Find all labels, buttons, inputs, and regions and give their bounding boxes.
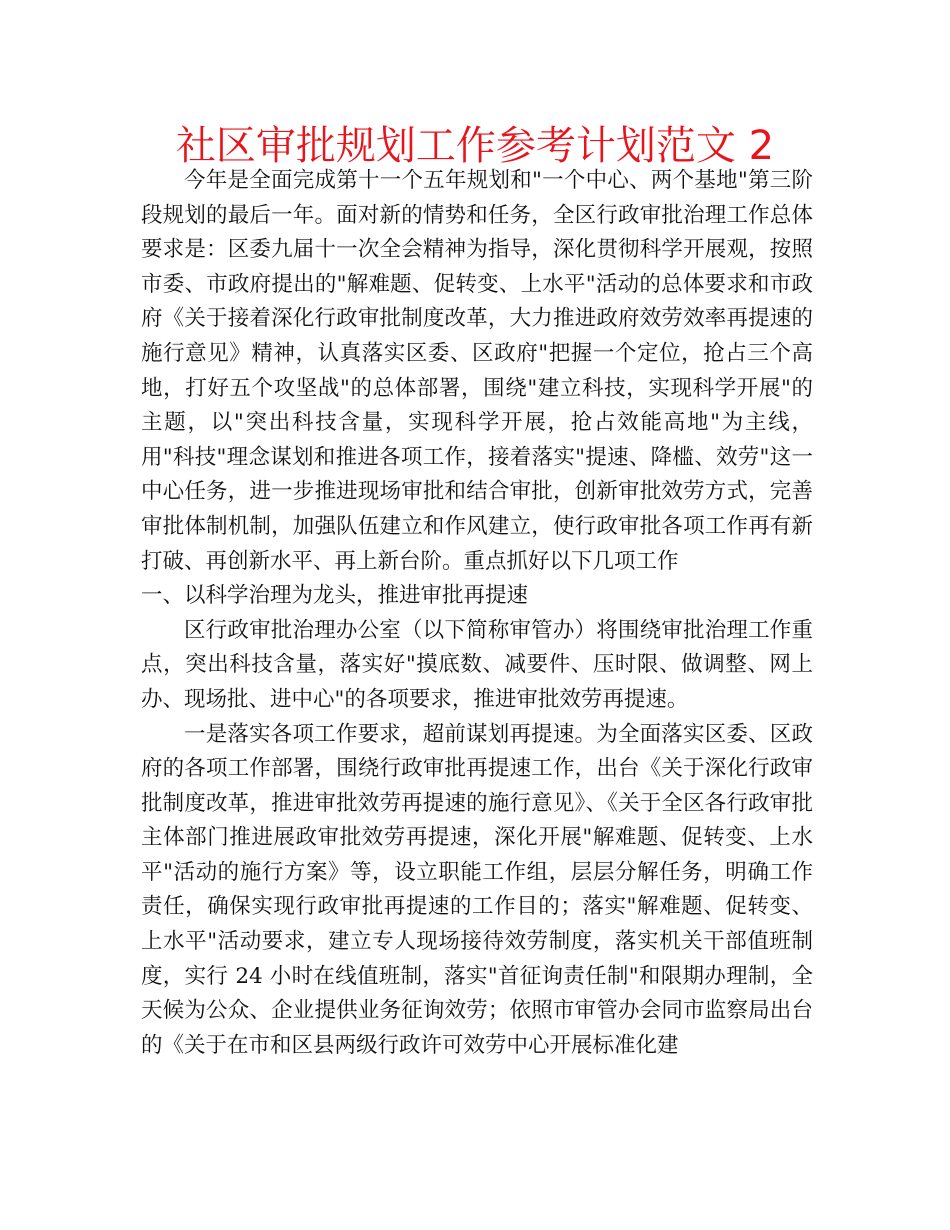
document-body bbox=[141, 164, 813, 1063]
document-title: 社区审批规划工作参考计划范文 2 bbox=[175, 123, 775, 169]
paragraph-intro: 今年是全面完成第十一个五年规划和"一个中心、两个基地"第三阶段规划的最后一年。面对新的情势和任务，全区行政审批治理工作总体要求是：区委九届十一次全会精神为指导，深化贯彻科学开展观，按照市委、市政府提出的"解难题、促转变、上水平"活动的总体要求和市政府《关于接着深化行政审批制度改革，大力推进政府效劳效率再提速的施行意见》精神，认真落实区委、区政府"把握一个定位，抢占三个高地，打好五个攻坚战"的总体部署，围绕"建立科技，实现科学开展"的主题，以"突出科技含量，实现科学开展，抢占效能高地"为主线，用"科技"理念谋划和推进各项工作，接着落实"提速、降槛、效劳"这一中心任务，进一步推进现场审批和结合审批，创新审批效劳方式，完善审批体制机制，加强队伍建立和作风建立，使行政审批各项工作再有新打破、再创新水平、再上新台阶。重点抓好以下几项工作 bbox=[141, 168, 813, 574]
paragraph-office: 区行政审批治理办公室（以下简称审管办）将围绕审批治理工作重点，突出科技含量，落实好"摸底数、减要件、压时限、做调整、网上办、现场批、进中心"的各项要求，推进审批效劳再提速。 bbox=[141, 617, 813, 712]
paragraph-point-1: 一是落实各项工作要求，超前谋划再提速。为全面落实区委、区政府的各项工作部署，围绕行政审批再提速工作，出台《关于深化行政审批制度改革，推进审批效劳再提速的施行意见》、《关于全区各行政审批主体部门推进展政审批效劳再提速，深化开展"解难题、促转变、上水平"活动的施行方案》等，设立职能工作组，层层分解任务，明确工作责任，确保实现行政审批再提速的工作目的；落实"解难题、促转变、上水平"活动要求，建立专人现场接待效劳制度，落实机关干部值班制度，实行 24 小时在线值班制，落实"首征询责任制"和限期办理制，全天候为公众、企业提供业务征询效劳；依照市审管办会同市监察局出台的《关于在市和区县两级行政许可效劳中心开展标准化建 bbox=[141, 721, 813, 1058]
section-heading-1: 一、以科学治理为龙头，推进审批再提速 bbox=[141, 583, 529, 609]
